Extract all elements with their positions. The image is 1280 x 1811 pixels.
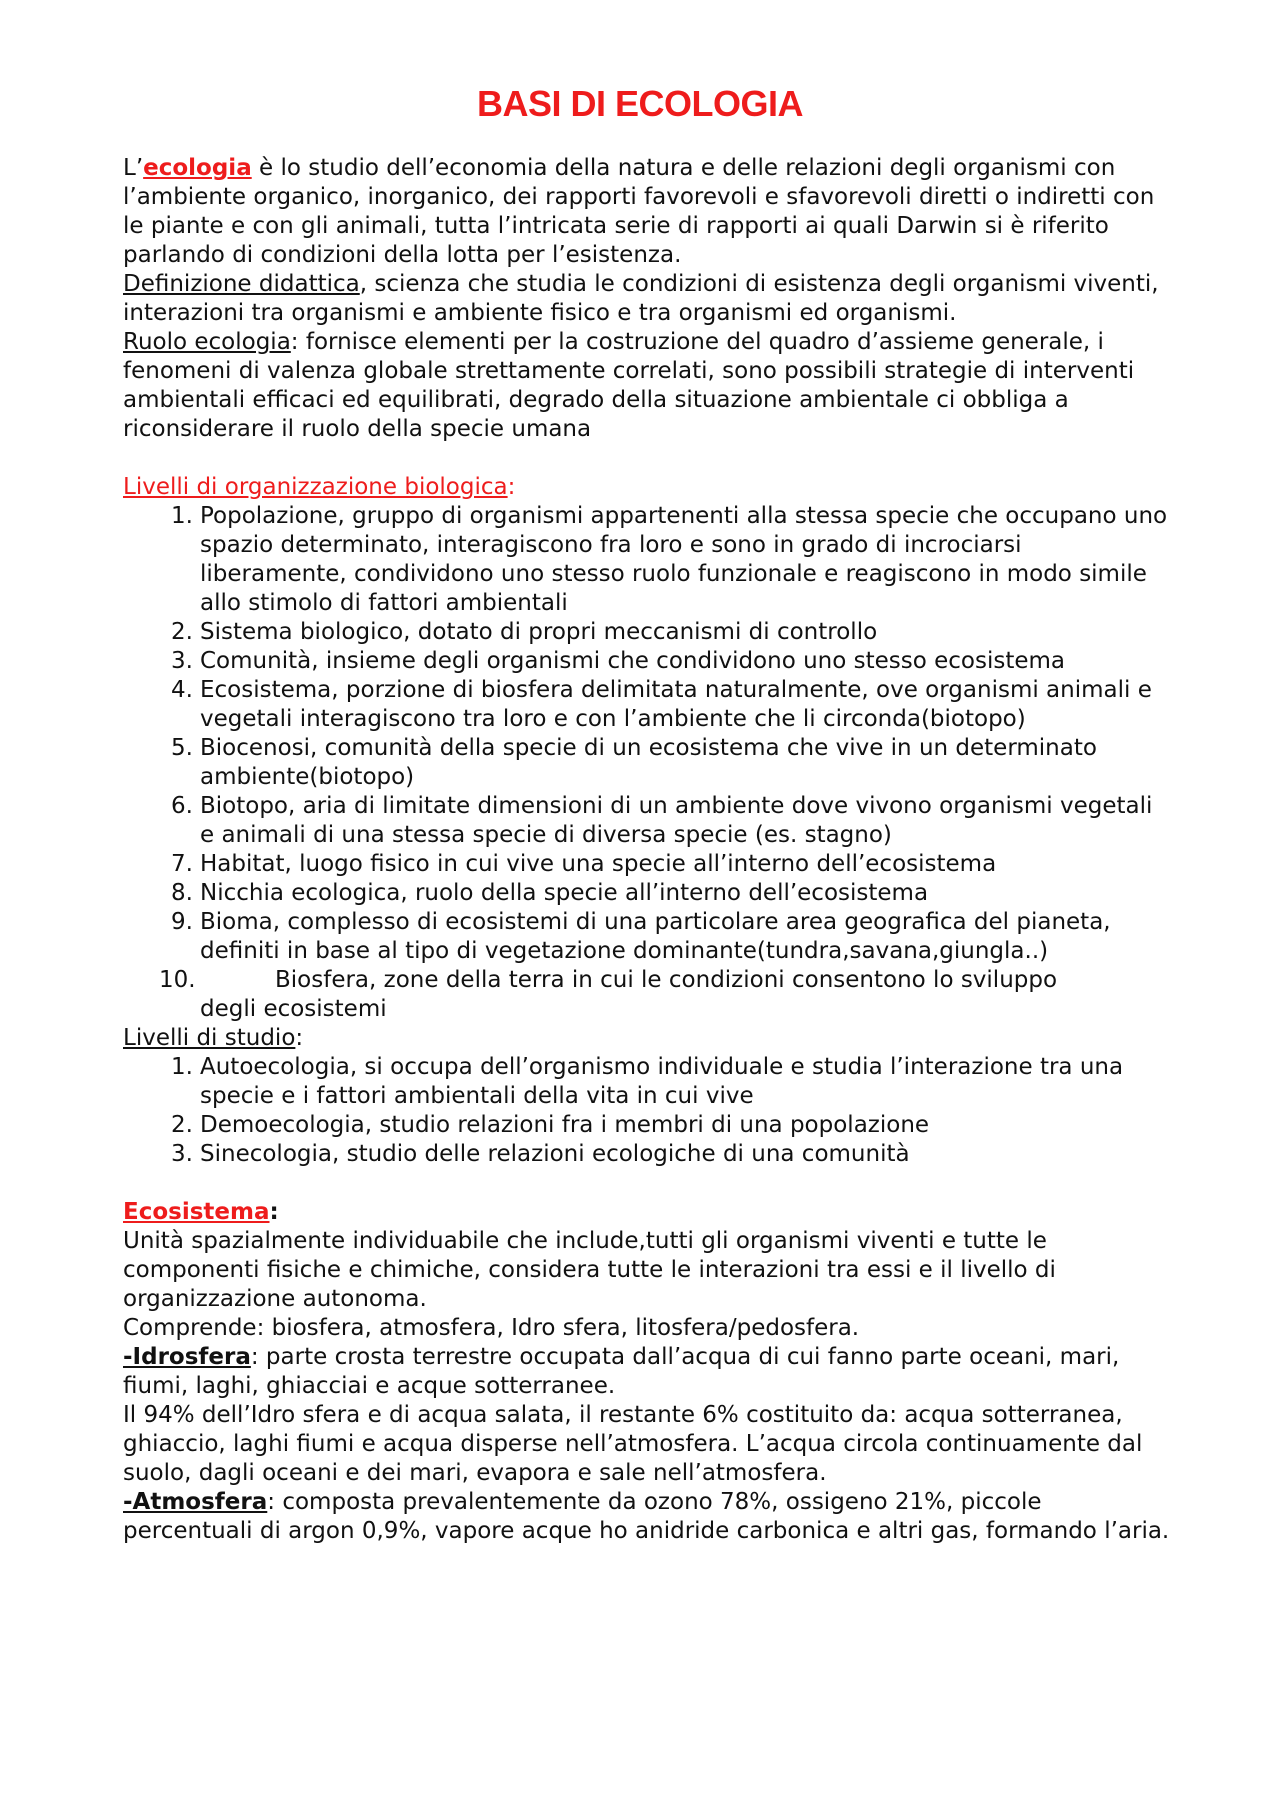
list-item: 5. Biocenosi, comunità della specie di un ecosistema che vive in un determinato ambiente(biotopo) [171, 735, 1097, 790]
ecosistema-comprende: Comprende: biosfera, atmosfera, Idro sfera, litosfera/pedosfera. [123, 1315, 860, 1341]
list-item: 6. Biotopo, aria di limitate dimensioni di un ambiente dove vivono organismi vegetali e animali di una stessa specie di diversa specie (es. stagno) [171, 793, 1153, 848]
ruolo-label: Ruolo ecologia [123, 329, 291, 355]
list-item: 9. Bioma, complesso di ecosistemi di una particolare area geografica del pianeta, definiti in base al tipo di vegetazione dominante(tundra,savana,giungla..) [171, 909, 1111, 964]
livelli-org-heading: Livelli di organizzazione biologica: [123, 474, 516, 500]
list-item: 8. Nicchia ecologica, ruolo della specie all’interno dell’ecosistema [171, 880, 929, 906]
list-item: 4. Ecosistema, porzione di biosfera delimitata naturalmente, ove organismi animali e vegetali interagiscono tra loro e con l’ambiente che li circonda(biotopo) [171, 677, 1152, 732]
page-title: BASI DI ECOLOGIA [476, 83, 804, 124]
list-item: 1. Autoecologia, si occupa dell’organismo individuale e studia l’interazione tra una specie e i fattori ambientali della vita in cui vive [171, 1054, 1124, 1109]
ecologia-term: ecologia [143, 155, 252, 181]
intro-paragraph: L’ecologia è lo studio dell’economia della natura e delle relazioni degli organismi con l’ambiente organico, inorganico, dei rapporti favorevoli e sfavorevoli diretti o indiretti con le piante e con gli animali, tutta l’intricata serie di rapporti ai quali Darwin si è riferito parlando di condizioni della lotta per l’esistenza. [123, 155, 1155, 268]
atmosfera-label: -Atmosfera [123, 1489, 268, 1515]
atmosfera-paragraph: -Atmosfera: composta prevalentemente da ozono 78%, ossigeno 21%, piccole percentuali di argon 0,9%, vapore acque ho anidride carbonica e altri gas, formando l’aria. [123, 1489, 1170, 1544]
idrosfera-detail: Il 94% dell’Idro sfera e di acqua salata, il restante 6% costituito da: acqua sotterranea, ghiaccio, laghi fiumi e acqua disperse nell’atmosfera. L’acqua circola continuamente dal suolo, dagli oceani e dei mari, evapora e sale nell’atmosfera. [123, 1402, 1143, 1486]
document-body [123, 154, 1173, 1546]
idrosfera-label: -Idrosfera [123, 1344, 251, 1370]
livelli-studio-list [123, 1053, 1173, 1169]
list-item: 2. Sistema biologico, dotato di propri meccanismi di controllo [171, 619, 878, 645]
ecosistema-heading: Ecosistema: [123, 1199, 279, 1225]
list-item: 3. Comunità, insieme degli organismi che condividono uno stesso ecosistema [171, 648, 1066, 674]
ecosistema-definition: Unità spazialmente individuabile che include,tutti gli organismi viventi e tutte le componenti fisiche e chimiche, considera tutte le interazioni tra essi e il livello di organizzazione autonoma. [123, 1228, 1056, 1312]
definizione-label: Definizione didattica [123, 271, 360, 297]
list-item: 10. Biosfera, zone della terra in cui le condizioni consentono lo sviluppo degli ecosistemi [159, 967, 1058, 1022]
list-item: 1. Popolazione, gruppo di organismi appartenenti alla stessa specie che occupano uno spazio determinato, interagiscono fra loro e sono in grado di incrociarsi liberamente, condividono uno stesso ruolo funzionale e reagiscono in modo simile allo stimolo di fattori ambientali [171, 503, 1168, 616]
ruolo-paragraph: Ruolo ecologia: fornisce elementi per la costruzione del quadro d’assieme generale, i fenomeni di valenza globale strettamente correlati, sono possibili strategie di interventi ambientali efficaci ed equilibrati, degrado della situazione ambientale ci obbliga a riconsiderare il ruolo della specie umana [123, 329, 1135, 442]
list-item: 7. Habitat, luogo fisico in cui vive una specie all’interno dell’ecosistema [171, 851, 997, 877]
definizione-paragraph: Definizione didattica, scienza che studia le condizioni di esistenza degli organismi viventi, interazioni tra organismi e ambiente fisico e tra organismi ed organismi. [123, 271, 1159, 326]
livelli-studio-heading: Livelli di studio: [123, 1025, 304, 1051]
idrosfera-paragraph: -Idrosfera: parte crosta terrestre occupata dall’acqua di cui fanno parte oceani, mari, fiumi, laghi, ghiacciai e acque sotterranee. [123, 1344, 1120, 1399]
livelli-org-list [123, 502, 1173, 1024]
list-item: 2. Demoecologia, studio relazioni fra i membri di una popolazione [171, 1112, 930, 1138]
list-item: 3. Sinecologia, studio delle relazioni ecologiche di una comunità [171, 1141, 910, 1167]
